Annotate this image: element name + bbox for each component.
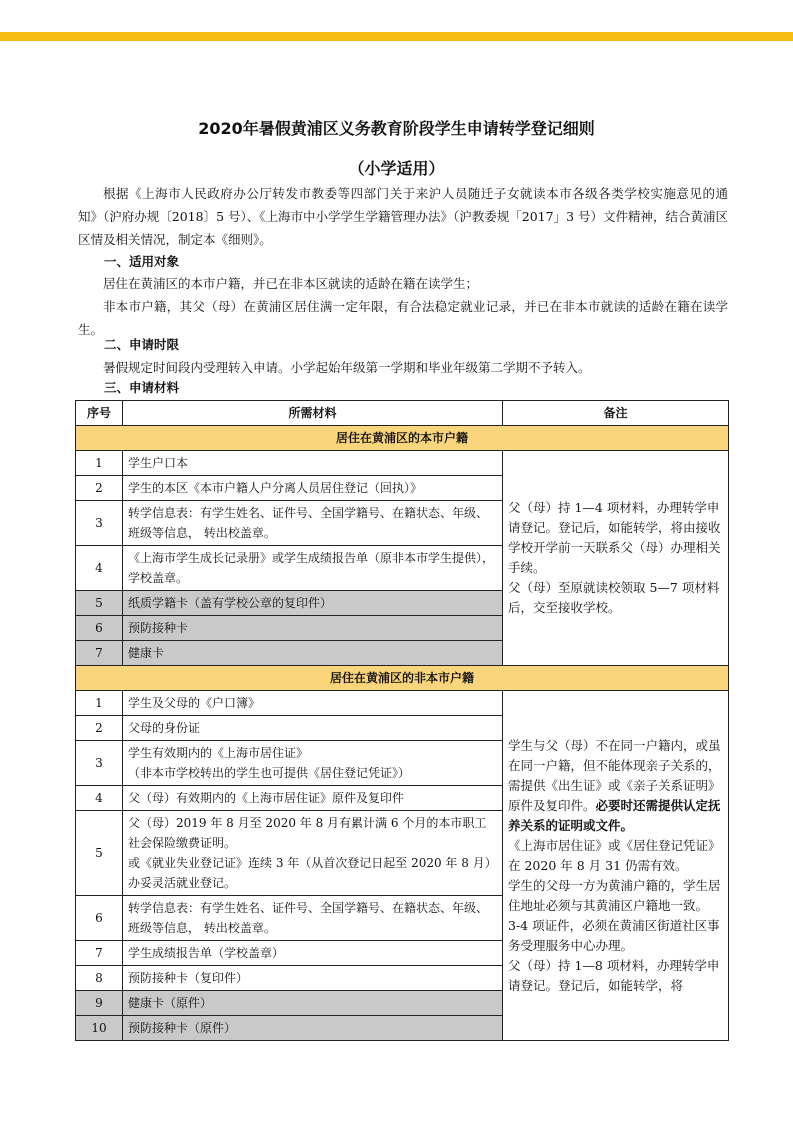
note-text (508, 736, 723, 836)
row-number: 3 (76, 501, 123, 546)
section-heading-materials: 三、申请材料 (104, 380, 180, 395)
material-item: 转学信息表：有学生姓名、证件号、全国学籍号、在籍状态、年级、班级等信息， 转出校盖章。 (123, 501, 503, 546)
material-item: 转学信息表：有学生姓名、证件号、全国学籍号、在籍状态、年级、班级等信息， 转出校盖章。 (123, 896, 503, 941)
section1-paragraph-1: 居住在黄浦区的本市户籍，并已在非本区就读的适龄在籍在读学生； (103, 276, 479, 291)
note-text: 3-4 项证件，必须在黄浦区街道社区事务受理服务中心办理。 (508, 917, 720, 953)
row-number: 1 (76, 451, 123, 476)
material-item: 纸质学籍卡（盖有学校公章的复印件） (123, 591, 503, 616)
row-number: 6 (76, 896, 123, 941)
note-text: 父（母）持 1—8 项材料，办理转学申请登记。登记后，如能转学，将 (508, 957, 720, 993)
row-number: 4 (76, 546, 123, 591)
section-heading-applicability: 一、适用对象 (104, 254, 180, 269)
material-item (123, 811, 503, 896)
top-accent-bar (0, 32, 793, 41)
material-item: 学生成绩报告单（学校盖章） (123, 941, 503, 966)
intro-paragraph: 根据《上海市人民政府办公厅转发市教委等四部门关于来沪人员随迁子女就读本市各级各类学校实施意见的通知》（沪府办规〔2018〕5 号）、《上海市中小学学生学籍管理办法》（沪教委规「2017」3 号）文件精神，结合黄浦区区情及相关情况，制定本《细则》。 (78, 186, 728, 247)
table-header-row (76, 401, 729, 426)
section-row-local-hukou (76, 426, 729, 451)
row-number: 7 (76, 941, 123, 966)
material-item: 学生及父母的《户口簿》 (123, 691, 503, 716)
section-title: 居住在黄浦区的本市户籍 (76, 426, 729, 451)
row-number: 6 (76, 616, 123, 641)
material-item: 预防接种卡 (123, 616, 503, 641)
material-line: 学生有效期内的《上海市居住证》 (128, 746, 309, 760)
section-row-nonlocal-hukou (76, 666, 729, 691)
note-text: 《上海市居住证》或《居住登记凭证》在 2020 年 8 月 31 仍需有效。 (508, 837, 721, 873)
note-text: 父（母）至原就读校领取 5—7 项材料后，交至接收学校。 (508, 580, 720, 615)
note-cell-local (503, 451, 729, 666)
section-title: 居住在黄浦区的非本市户籍 (76, 666, 729, 691)
document-subtitle: （小学适用） (348, 159, 445, 178)
row-number: 4 (76, 786, 123, 811)
row-number: 5 (76, 591, 123, 616)
note-text: 父（母）持 1—4 项材料，办理转学申请登记。登记后，如能转学，将由接收学校开学前一天联系父（母）办理相关手续。 (508, 500, 721, 575)
header-material: 所需材料 (123, 401, 503, 426)
material-item: 预防接种卡（复印件） (123, 966, 503, 991)
row-number: 2 (76, 476, 123, 501)
document-title: 2020年暑假黄浦区义务教育阶段学生申请转学登记细则 (198, 119, 595, 138)
material-item: 学生的本区《本市户籍人户分离人员居住登记（回执）》 (123, 476, 503, 501)
row-number: 9 (76, 991, 123, 1016)
row-number: 3 (76, 741, 123, 786)
material-item: 学生户口本 (123, 451, 503, 476)
note-text-normal: 学生与父（母）不在同一户籍内，或虽在同一户籍，但不能体现亲子关系的，需提供《出生证》或《亲子关系证明》原件及复印件。 (508, 737, 721, 813)
row-number: 2 (76, 716, 123, 741)
section2-paragraph-1: 暑假规定时间段内受理转入申请。小学起始年级第一学期和毕业年级第二学期不予转入。 (103, 360, 591, 375)
row-number: 7 (76, 641, 123, 666)
section-heading-deadline: 二、申请时限 (104, 337, 180, 352)
note-text-bold: 必要时还需提供认定抚养关系的证明或文件。 (508, 797, 721, 833)
note-cell-nonlocal (503, 691, 729, 1041)
row-number: 1 (76, 691, 123, 716)
material-item: 《上海市学生成长记录册》或学生成绩报告单（原非本市学生提供），学校盖章。 (123, 546, 503, 591)
material-line: 或《就业失业登记证》连续 3 年（从首次登记日起至 2020 年 8 月）办妥灵活就业登记。 (128, 856, 497, 890)
row-number: 8 (76, 966, 123, 991)
material-item: 预防接种卡（原件） (123, 1016, 503, 1041)
section1-paragraph-2: 非本市户籍，其父（母）在黄浦区居住满一定年限，有合法稳定就业记录，并已在非本市就读的适龄在籍在读学生。 (78, 299, 728, 337)
header-note: 备注 (503, 401, 729, 426)
materials-table (75, 400, 729, 1041)
table-row (76, 691, 729, 716)
note-text: 学生的父母一方为黄浦户籍的，学生居住地址必须与其黄浦区户籍地一致。 (508, 877, 721, 913)
row-number: 10 (76, 1016, 123, 1041)
material-line: （非本市学校转出的学生也可提供《居住登记凭证》） (128, 766, 411, 780)
header-no: 序号 (76, 401, 123, 426)
material-item: 健康卡 (123, 641, 503, 666)
material-line: 父（母）2019 年 8 月至 2020 年 8 月有累计满 6 个月的本市职工社会保险缴费证明。 (128, 816, 487, 850)
material-item: 父（母）有效期内的《上海市居住证》原件及复印件 (123, 786, 503, 811)
row-number: 5 (76, 811, 123, 896)
material-item (123, 741, 503, 786)
material-item: 健康卡（原件） (123, 991, 503, 1016)
table-row (76, 451, 729, 476)
material-item: 父母的身份证 (123, 716, 503, 741)
